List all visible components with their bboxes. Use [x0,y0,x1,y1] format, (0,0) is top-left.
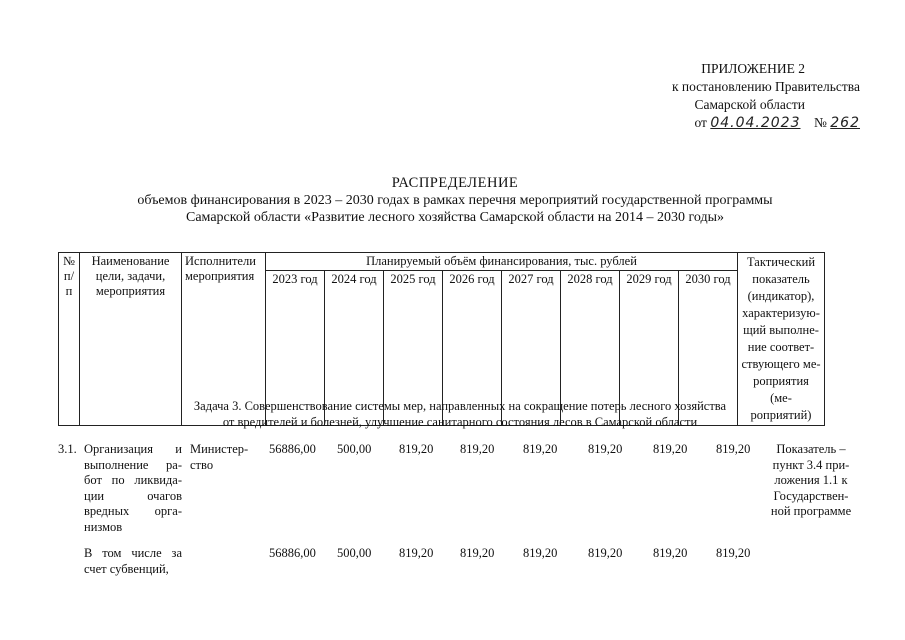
number-prefix: № [814,115,827,130]
row-value-2023: 56886,00 [269,442,316,456]
row-value-2026: 819,20 [460,442,495,456]
year-header: 2028 год [561,271,620,426]
row-value-2025: 819,20 [399,442,434,456]
year-header: 2027 год [502,271,561,426]
col-name-header: Наименование цели, задачи, мероприятия [80,253,182,426]
document-header [600,60,860,132]
document-title [60,175,850,226]
handwritten-date: 04.04.2023 [710,115,801,131]
row-value-2027: 819,20 [523,546,558,560]
title-line-3: Самарской области «Развитие лесного хозяйства Самарской области на 2014 – 2030 годы» [186,210,724,225]
row-value-2029: 819,20 [653,442,688,456]
title-line-2: объемов финансирования в 2023 – 2030 годах в рамках перечня мероприятий государственной программы [137,193,773,208]
year-header: 2023 год [266,271,325,426]
year-header: 2029 год [620,271,679,426]
date-number-line [600,114,860,132]
region-name: Самарской области [694,97,805,112]
title-main: РАСПРЕДЕЛЕНИЕ [391,175,519,191]
date-prefix: от [694,115,707,130]
row-value-2028: 819,20 [588,442,623,456]
row-activity-name: Организация и выполнение ра-бот по ликвида-ции очагов вредных орга-низмов [84,442,182,534]
row-value-2030: 819,20 [716,442,751,456]
row-value-2030: 819,20 [716,546,751,560]
task-heading [150,398,770,430]
year-header: 2024 год [325,271,384,426]
year-header: 2030 год [679,271,738,426]
row-value-2025: 819,20 [399,546,434,560]
year-header: 2025 год [384,271,443,426]
col-executor-header: Исполнители мероприятия [182,253,266,426]
task-line-1: Задача 3. Совершенствование системы мер, направленных на сокращение потерь лесного хозяйства [193,399,727,413]
row-value-2024: 500,00 [337,546,372,560]
year-header: 2026 год [443,271,502,426]
row-value-2024: 500,00 [337,442,372,456]
row-value-2023: 56886,00 [269,546,316,560]
col-number-header: № п/п [59,253,80,426]
col-plan-header: Планируемый объём финансирования, тыс. рублей [266,253,738,271]
col-indicator-header: Тактический показатель (индикатор), характеризую-щий выполне-ние соответ-ствующего ме-роприятия (ме-роприятий) [738,253,825,426]
row-value-2028: 819,20 [588,546,623,560]
appendix-title: ПРИЛОЖЕНИЕ 2 [701,61,805,76]
handwritten-number: 262 [830,115,860,131]
row-executor: Министер-ство [190,442,249,472]
row-subvention-name: В том числе за счет субвенций, [84,546,182,576]
decree-reference: к постановлению Правительства [671,79,860,94]
row-indicator: Показатель – пункт 3.4 при-ложения 1.1 к Государствен-ной программе [770,442,852,518]
row-value-2027: 819,20 [523,442,558,456]
task-line-2: от вредителей и болезней, улучшение санитарного состояния лесов в Самарской области [222,415,698,429]
row-value-2026: 819,20 [460,546,495,560]
row-value-2029: 819,20 [653,546,688,560]
row-number: 3.1. [58,442,77,456]
